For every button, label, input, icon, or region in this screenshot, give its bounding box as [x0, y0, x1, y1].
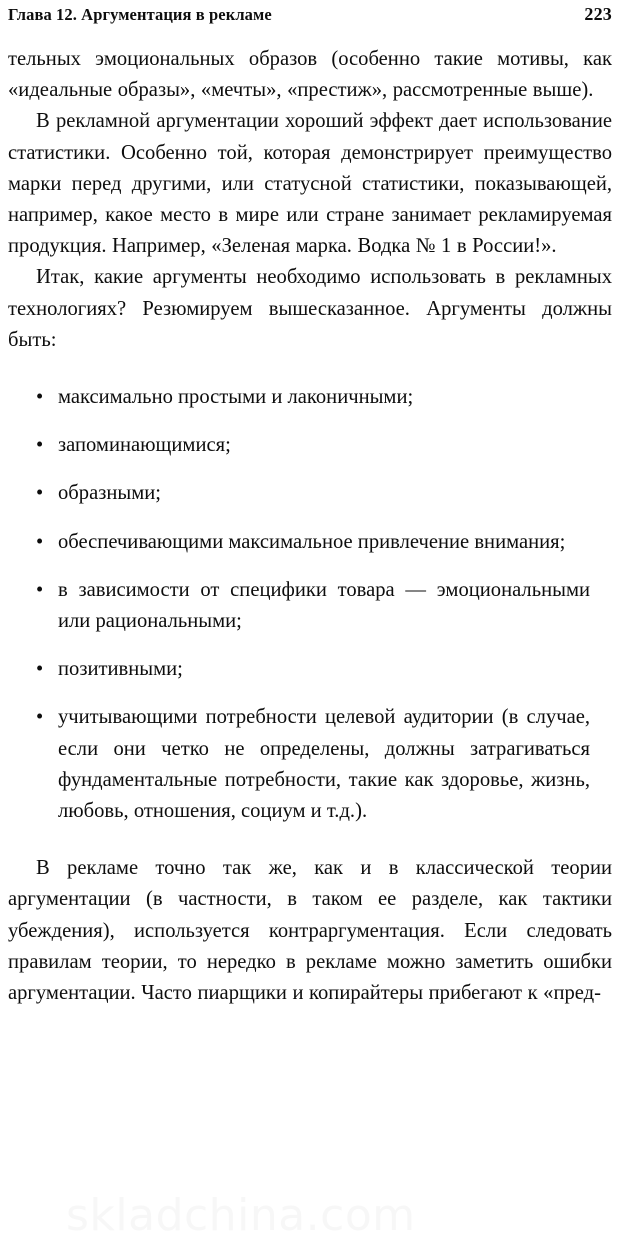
paragraph-counterargumentation: В рекламе точно так же, как и в классической теории аргументации (в частности, в таком ее разделе, как тактики убеждения), используется контраргументация. Если следовать правилам теории, то нередко в рекламе можно заметить ошибки аргументации. Часто пиарщики и копирайтеры прибегают к «пред-: [8, 857, 612, 1005]
list-item-label: в зависимости от специфики товара — эмоциональными или рациональными;: [58, 578, 590, 633]
list-item: [8, 382, 612, 413]
paragraph-summary-lead-in: Итак, какие аргументы необходимо использовать в рекламных технологиях? Резюмируем вышесказанное. Аргументы должны быть:: [8, 266, 612, 351]
list-item-label: учитывающими потребности целевой аудитории (в случае, если они четко не определены, должны затрагиваться фундаментальные потребности, такие как здоровье, жизнь, любовь, отношения, социум и т.д.).: [58, 706, 590, 823]
list-item-label: позитивными;: [58, 658, 183, 681]
page-number: 223: [584, 4, 612, 24]
list-item: [8, 478, 612, 509]
body-column: [8, 44, 612, 1009]
bullet-icon: •: [36, 530, 44, 553]
bullet-icon: •: [36, 434, 44, 457]
list-item: [8, 654, 612, 685]
watermark: skladchina.com: [66, 1190, 416, 1241]
spacer-after-list: [8, 827, 612, 853]
paragraph-statistics: В рекламной аргументации хороший эффект дает использование статистики. Особенно той, которая демонстрирует преимущество марки перед другими, или статусной статистики, показывающей, например, какое место в мире или стране занимает рекламируемая продукция. Например, «Зеленая марка. Водка № 1 в России!».: [8, 110, 612, 258]
argument-requirements-list: [8, 382, 612, 827]
bullet-icon: •: [36, 706, 44, 729]
list-item: [8, 430, 612, 461]
list-item-label: образными;: [58, 482, 161, 505]
list-item-label: запоминающимися;: [58, 434, 231, 457]
bullet-icon: •: [36, 578, 44, 601]
list-item-label: обеспечивающими максимальное привлечение внимания;: [58, 530, 566, 553]
bullet-icon: •: [36, 658, 44, 681]
list-item-label: максимально простыми и лаконичными;: [58, 386, 414, 409]
list-item: [8, 575, 612, 637]
list-item: [8, 702, 612, 827]
bullet-icon: •: [36, 482, 44, 505]
paragraph-continued: тельных эмоциональных образов (особенно такие мотивы, как «идеальные образы», «мечты», «престиж», рассмотренные выше).: [8, 48, 612, 102]
bullet-icon: •: [36, 386, 44, 409]
running-head: [8, 4, 612, 28]
list-item: [8, 527, 612, 558]
spacer-before-list: [8, 356, 612, 382]
chapter-title: Глава 12. Аргументация в рекламе: [8, 5, 272, 24]
